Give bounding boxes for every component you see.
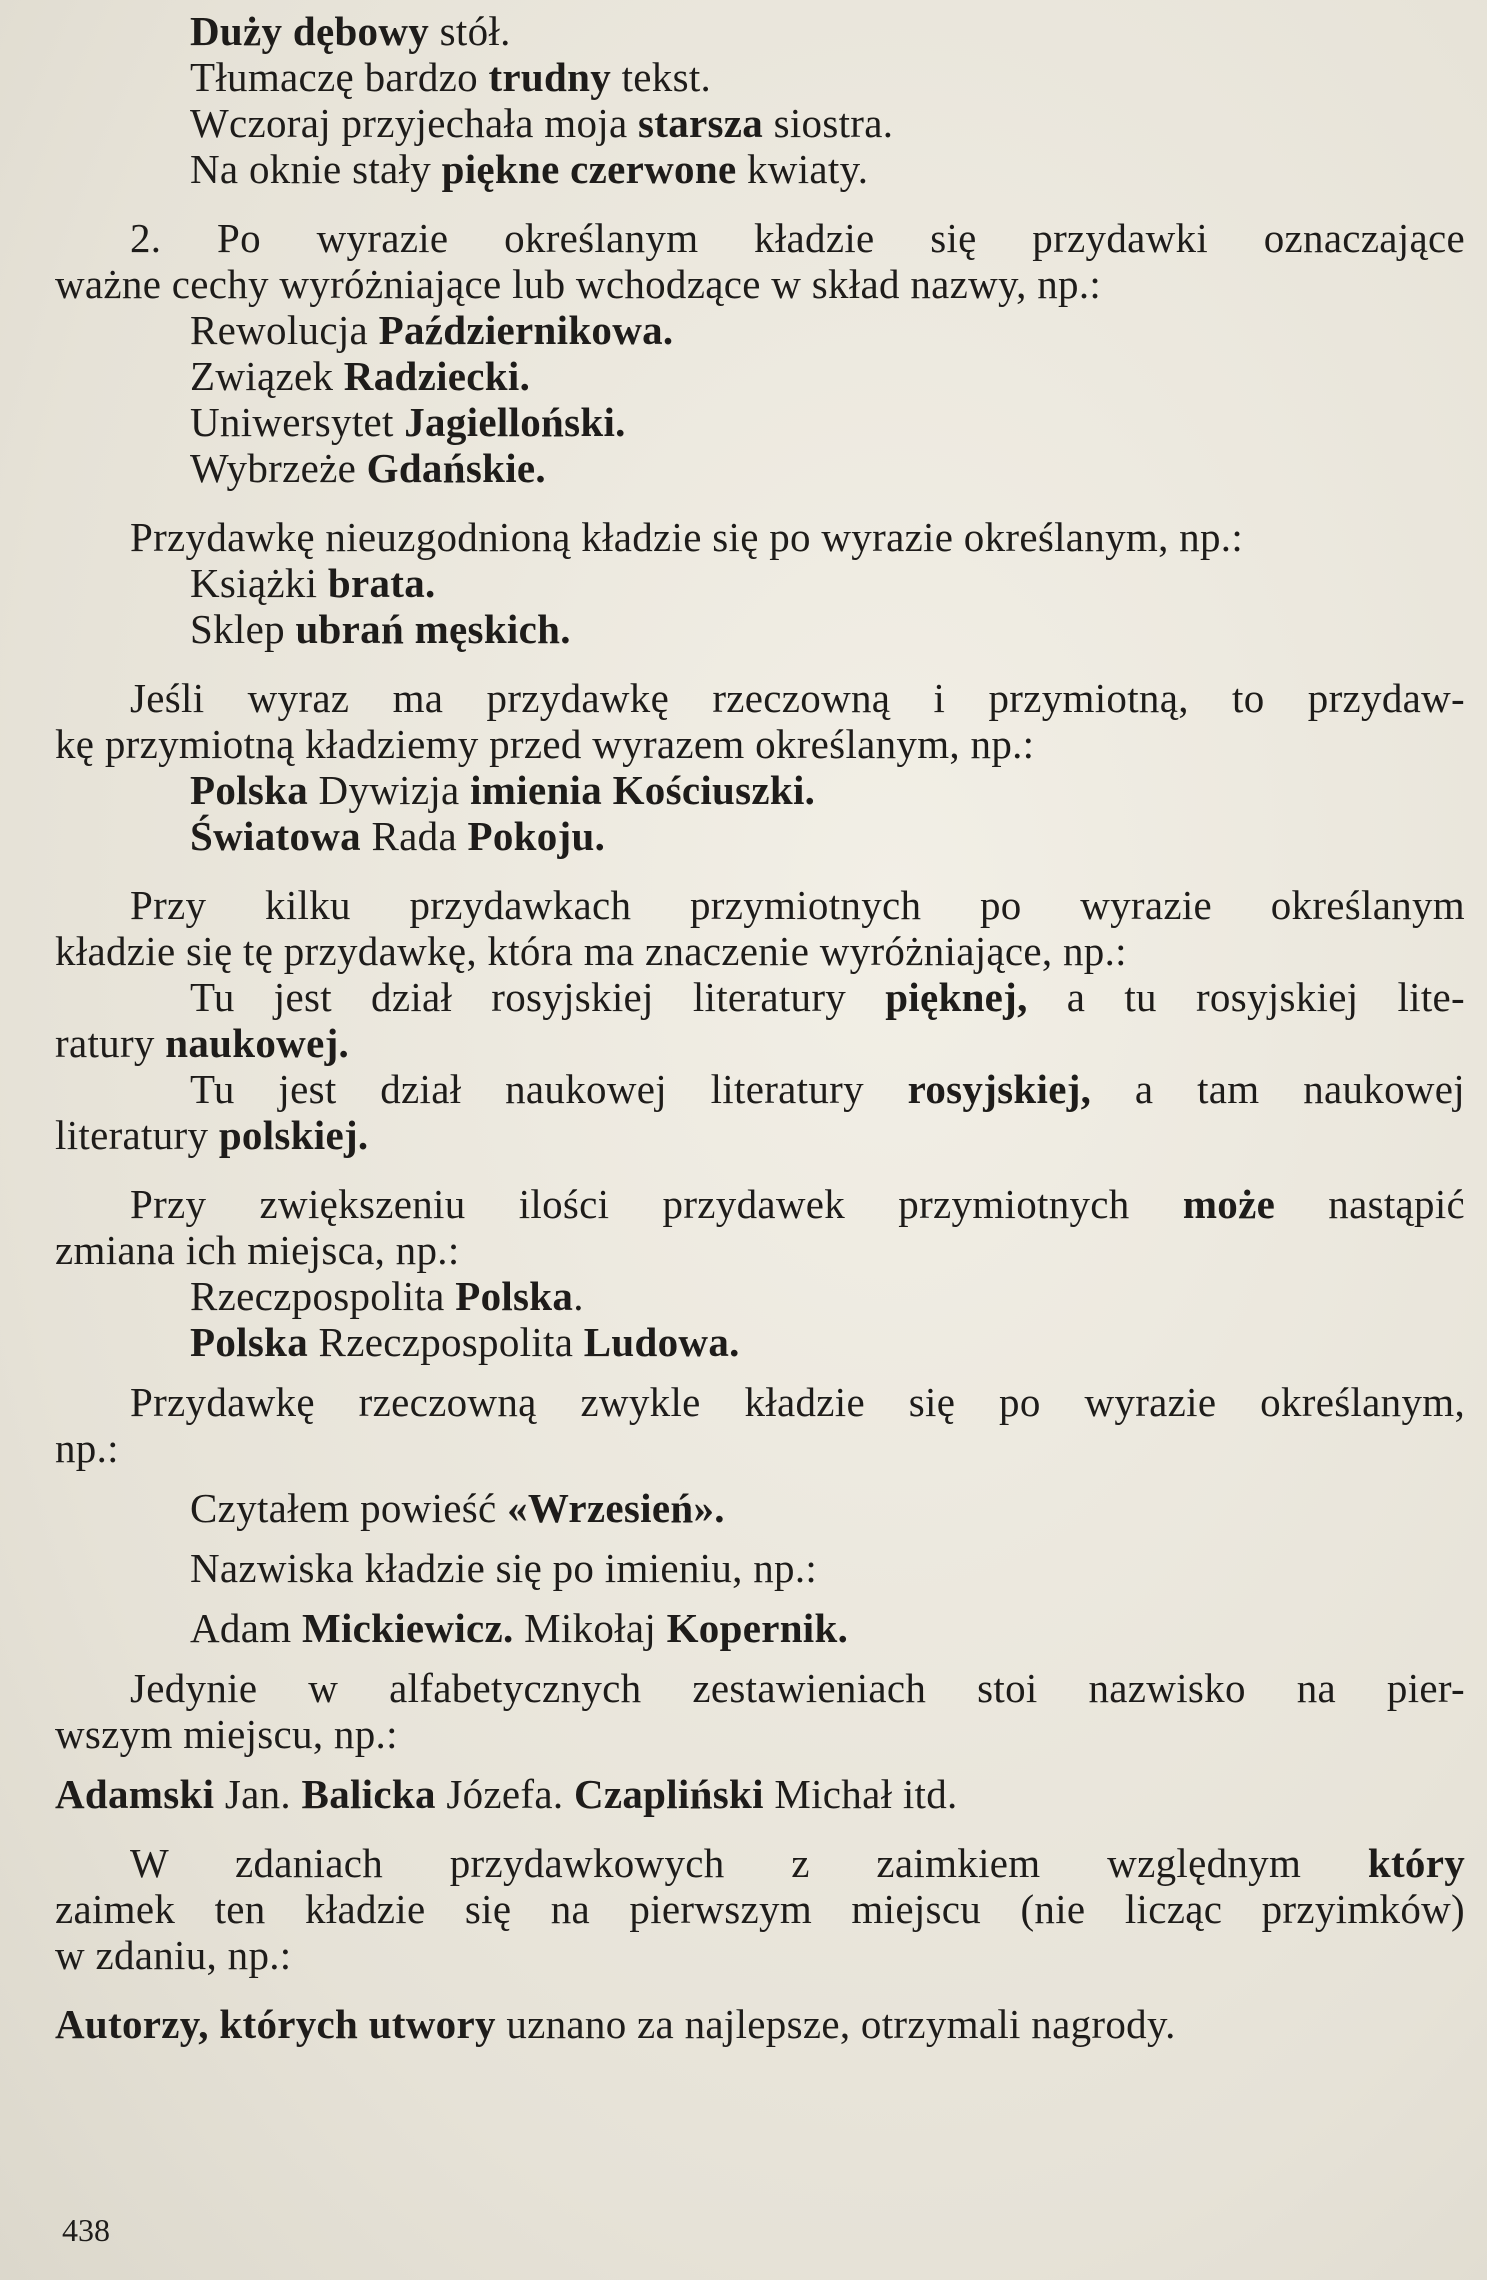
- bold-phrase: Gdańskie.: [366, 445, 546, 491]
- text-line: [55, 261, 1465, 307]
- text-line: [55, 8, 1465, 54]
- text-run: Tu jest dział naukowej literatury: [190, 1066, 908, 1112]
- paragraph-gap: [55, 491, 1465, 514]
- text-line: [55, 1425, 1465, 1471]
- paragraph-gap: [55, 652, 1465, 675]
- text-run: Rzeczpospolita: [190, 1273, 456, 1319]
- text-line: [55, 1319, 1465, 1365]
- bold-phrase: trudny: [488, 54, 612, 100]
- text-run: ważne cechy wyróżniające lub wchodzące w skład nazwy, np.:: [55, 261, 1102, 307]
- paragraph: [55, 215, 1465, 307]
- paragraph-gap: [55, 1978, 1465, 2001]
- paragraph: [55, 1605, 1465, 1651]
- text-run: a tam naukowej: [1091, 1066, 1465, 1112]
- bold-phrase: Polska: [190, 1319, 308, 1365]
- paragraph: [55, 1771, 1465, 1817]
- paragraph: [55, 560, 1465, 652]
- text-run: tekst.: [611, 54, 712, 100]
- text-line: [55, 1485, 1465, 1531]
- text-run: siostra.: [763, 100, 894, 146]
- paragraph: [55, 1273, 1465, 1365]
- text-line: [55, 974, 1465, 1020]
- paragraph: [55, 8, 1465, 192]
- text-run: ratury: [55, 1020, 166, 1066]
- bold-phrase: rosyjskiej,: [907, 1066, 1092, 1112]
- bold-phrase: Adamski: [55, 1771, 215, 1817]
- page-number: 438: [62, 2212, 110, 2248]
- text-run: Jan.: [214, 1771, 302, 1817]
- text-run: zaimek ten kładzie się na pierwszym miejscu (nie licząc przyimków): [55, 1886, 1465, 1932]
- paragraph: [55, 974, 1465, 1066]
- bold-phrase: imienia Kościuszki.: [470, 767, 816, 813]
- text-run: Sklep: [190, 606, 296, 652]
- text-run: 2. Po wyrazie określanym kładzie się przydawki oznaczające: [130, 215, 1465, 261]
- text-run: Przydawkę nieuzgodnioną kładzie się po wyrazie określanym, np.:: [130, 514, 1244, 560]
- text-line: [55, 54, 1465, 100]
- text-run: Przy zwiększeniu ilości przydawek przymiotnych: [130, 1181, 1183, 1227]
- text-line: [55, 1066, 1465, 1112]
- bold-phrase: ubrań męskich.: [295, 606, 571, 652]
- bold-phrase: Polska: [190, 767, 308, 813]
- text-run: kładzie się tę przydawkę, która ma znaczenie wyróżniające, np.:: [55, 928, 1127, 974]
- paragraph: [55, 1066, 1465, 1158]
- text-run: stół.: [429, 8, 511, 54]
- text-run: zmiana ich miejsca, np.:: [55, 1227, 460, 1273]
- bold-phrase: pięknej,: [885, 974, 1028, 1020]
- paragraph-gap: [55, 1757, 1465, 1771]
- text-run: Czytałem powieść: [190, 1485, 508, 1531]
- bold-phrase: polskiej.: [218, 1112, 369, 1158]
- text-line: [55, 1181, 1465, 1227]
- text-line: [55, 1227, 1465, 1273]
- paragraph: [55, 1840, 1465, 1978]
- text-line: [55, 1605, 1465, 1651]
- bold-phrase: Polska: [455, 1273, 574, 1319]
- text-line: [55, 1886, 1465, 1932]
- text-run: Rewolucja: [190, 307, 379, 353]
- paragraph-gap: [55, 1651, 1465, 1665]
- text-line: [55, 675, 1465, 721]
- text-line: [55, 514, 1465, 560]
- paragraph-gap: [55, 859, 1465, 882]
- paragraph-gap: [55, 1158, 1465, 1181]
- text-line: [55, 100, 1465, 146]
- text-line: [55, 353, 1465, 399]
- text-line: [55, 2001, 1465, 2047]
- text-line: [55, 215, 1465, 261]
- text-line: [55, 882, 1465, 928]
- text-line: [55, 560, 1465, 606]
- bold-phrase: Czapliński: [573, 1771, 764, 1817]
- text-line: [55, 928, 1465, 974]
- paragraph-gap: [55, 1471, 1465, 1485]
- bold-phrase: Jagielloński.: [404, 399, 626, 445]
- text-run: W zdaniach przydawkowych z zaimkiem względnym: [130, 1840, 1368, 1886]
- paragraph: [55, 1665, 1465, 1757]
- text-line: [55, 1545, 1465, 1591]
- bold-phrase: Ludowa.: [583, 1319, 740, 1365]
- text-line: [55, 606, 1465, 652]
- paragraph: [55, 1379, 1465, 1471]
- bold-phrase: Pokoju.: [467, 813, 606, 859]
- text-line: [55, 1112, 1465, 1158]
- paragraph: [55, 307, 1465, 491]
- text-line: [55, 1665, 1465, 1711]
- paragraph-gap: [55, 1591, 1465, 1605]
- paragraph: [55, 675, 1465, 767]
- text-run: Michał itd.: [763, 1771, 958, 1817]
- text-run: Dywizja: [308, 767, 471, 813]
- text-run: kwiaty.: [736, 146, 869, 192]
- text-run: uznano za najlepsze, otrzymali nagrody.: [495, 2001, 1176, 2047]
- page-text: [55, 8, 1465, 2047]
- text-run: wszym miejscu, np.:: [55, 1711, 398, 1757]
- paragraph: [55, 1485, 1465, 1531]
- bold-phrase: Światowa: [190, 813, 361, 859]
- text-run: Przy kilku przydawkach przymiotnych po wyrazie określanym: [130, 882, 1465, 928]
- text-run: Tu jest dział rosyjskiej literatury: [190, 974, 886, 1020]
- bold-phrase: Radziecki.: [343, 353, 531, 399]
- bold-phrase: który: [1367, 1840, 1465, 1886]
- bold-phrase: piękne czerwone: [441, 146, 737, 192]
- text-run: Uniwersytet: [190, 399, 405, 445]
- text-line: [55, 767, 1465, 813]
- text-run: kę przymiotną kładziemy przed wyrazem określanym, np.:: [55, 721, 1035, 767]
- text-line: [55, 721, 1465, 767]
- text-run: Rada: [360, 813, 468, 859]
- bold-phrase: Kopernik.: [666, 1605, 849, 1651]
- text-run: Mikołaj: [513, 1605, 667, 1651]
- text-run: Wybrzeże: [190, 445, 367, 491]
- text-run: Jedynie w alfabetycznych zestawieniach stoi nazwisko na pier-: [130, 1665, 1465, 1711]
- text-line: [55, 1020, 1465, 1066]
- text-run: Nazwiska kładzie się po imieniu, np.:: [190, 1545, 818, 1591]
- text-run: Jeśli wyraz ma przydawkę rzeczowną i przymiotną, to przydaw-: [130, 675, 1465, 721]
- text-line: [55, 1771, 1465, 1817]
- text-line: [55, 445, 1465, 491]
- text-run: Rzeczpospolita: [308, 1319, 584, 1365]
- text-line: [55, 399, 1465, 445]
- text-line: [55, 1711, 1465, 1757]
- text-run: a tu rosyjskiej lite-: [1027, 974, 1466, 1020]
- bold-phrase: «Wrzesień».: [507, 1485, 725, 1531]
- paragraph: [55, 2001, 1465, 2047]
- text-line: [55, 146, 1465, 192]
- text-run: Józefa.: [435, 1771, 574, 1817]
- bold-phrase: naukowej.: [165, 1020, 350, 1066]
- text-run: Adam: [190, 1605, 302, 1651]
- text-line: [55, 1379, 1465, 1425]
- text-run: .: [573, 1273, 584, 1319]
- paragraph: [55, 767, 1465, 859]
- bold-phrase: Duży dębowy: [190, 8, 430, 54]
- paragraph: [55, 1181, 1465, 1273]
- text-line: [55, 813, 1465, 859]
- paragraph-gap: [55, 1365, 1465, 1379]
- paragraph-gap: [55, 192, 1465, 215]
- text-line: [55, 1932, 1465, 1978]
- bold-phrase: Październikowa.: [378, 307, 674, 353]
- text-run: Tłumaczę bardzo: [190, 54, 489, 100]
- text-run: Przydawkę rzeczowną zwykle kładzie się po wyrazie określanym,: [130, 1379, 1465, 1425]
- text-line: [55, 1273, 1465, 1319]
- text-line: [55, 1840, 1465, 1886]
- bold-phrase: Autorzy, których utwory: [55, 2001, 496, 2047]
- text-run: Na oknie stały: [190, 146, 442, 192]
- paragraph: [55, 514, 1465, 560]
- bold-phrase: brata.: [327, 560, 436, 606]
- text-run: nastąpić: [1275, 1181, 1466, 1227]
- text-run: Związek: [190, 353, 344, 399]
- text-run: Wczoraj przyjechała moja: [190, 100, 638, 146]
- text-run: np.:: [55, 1425, 119, 1471]
- text-line: [55, 307, 1465, 353]
- bold-phrase: może: [1182, 1181, 1276, 1227]
- paragraph-gap: [55, 1817, 1465, 1840]
- text-run: w zdaniu, np.:: [55, 1932, 292, 1978]
- text-run: Książki: [190, 560, 328, 606]
- paragraph-gap: [55, 1531, 1465, 1545]
- bold-phrase: starsza: [638, 100, 764, 146]
- paragraph: [55, 1545, 1465, 1591]
- bold-phrase: Mickiewicz.: [301, 1605, 514, 1651]
- text-run: literatury: [55, 1112, 219, 1158]
- paragraph: [55, 882, 1465, 974]
- bold-phrase: Balicka: [301, 1771, 436, 1817]
